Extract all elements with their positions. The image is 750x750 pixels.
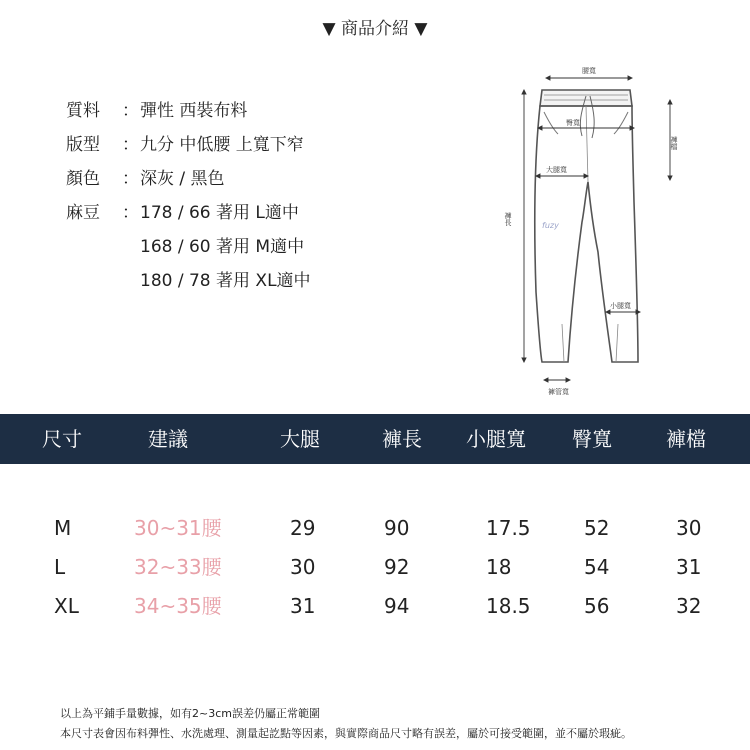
spec-label: 顏色 (66, 169, 100, 189)
spec-value: 180 / 78 著用 XL適中 (140, 271, 311, 291)
cell-calf: 18.5 (486, 594, 531, 618)
label-calf: 小腿寬 (610, 302, 631, 310)
measurement-labels (504, 66, 678, 396)
spec-label: 麻豆 (66, 203, 100, 223)
cell-hip: 56 (584, 594, 610, 618)
pants-measurement-diagram (498, 62, 688, 402)
spec-model-line (66, 230, 311, 264)
footnote: 以上為平鋪手量數據，如有2~3cm誤差仍屬正常範圍 (60, 707, 320, 720)
spec-material (66, 94, 311, 128)
spec-separator: ： (122, 169, 139, 189)
cell-thigh: 29 (290, 516, 316, 540)
table-row (0, 587, 750, 625)
spec-separator: ： (122, 101, 139, 121)
spec-fit (66, 128, 311, 162)
cell-thigh: 30 (290, 555, 316, 579)
cell-rise: 31 (676, 555, 702, 579)
spec-label: 版型 (66, 135, 100, 155)
spec-separator: ： (122, 135, 139, 155)
cell-rise: 32 (676, 594, 702, 618)
spec-model-line (66, 264, 311, 298)
cell-length: 90 (384, 516, 410, 540)
header-rise: 褲檔 (666, 427, 706, 451)
cell-recommend: 34~35腰 (134, 594, 222, 618)
cell-thigh: 31 (290, 594, 316, 618)
cell-size: M (54, 516, 72, 540)
footnote: 本尺寸表會因布料彈性、水洗處理、測量起訖點等因素，與實際商品尺寸略有誤差，屬於可接受範圍，並不屬於瑕疵。 (60, 727, 632, 740)
cell-recommend: 30~31腰 (134, 516, 222, 540)
label-rise: 褲檔 (670, 136, 678, 150)
header-length: 褲長 (382, 427, 422, 451)
cell-length: 94 (384, 594, 410, 618)
spec-value: 彈性 西裝布料 (140, 101, 248, 121)
cell-rise: 30 (676, 516, 702, 540)
spec-model (66, 196, 311, 230)
cell-recommend: 32~33腰 (134, 555, 222, 579)
spec-value: 168 / 60 著用 M適中 (140, 237, 305, 257)
cell-hip: 54 (584, 555, 610, 579)
header-hip: 臀寬 (572, 427, 612, 451)
header-calf: 小腿寬 (466, 427, 526, 451)
cell-hip: 52 (584, 516, 610, 540)
spec-value: 178 / 66 著用 L適中 (140, 203, 299, 223)
label-thigh: 大腿寬 (546, 166, 567, 174)
size-table-header (0, 414, 750, 464)
cell-size: XL (54, 594, 79, 618)
spec-label: 質料 (66, 101, 100, 121)
cell-size: L (54, 555, 66, 579)
spec-separator: ： (122, 203, 139, 223)
label-waist: 腰寬 (582, 67, 596, 75)
footnotes (60, 704, 632, 744)
cell-calf: 17.5 (486, 516, 531, 540)
cell-calf: 18 (486, 555, 512, 579)
header-thigh: 大腿 (280, 427, 320, 451)
spec-color (66, 162, 311, 196)
table-row (0, 548, 750, 586)
spec-list (66, 94, 311, 298)
spec-value: 深灰 / 黑色 (140, 169, 225, 189)
header-recommend: 建議 (148, 427, 188, 451)
table-row (0, 509, 750, 547)
label-length: 褲長 (504, 212, 512, 226)
section-title: ▼ 商品介紹 ▼ (322, 19, 428, 39)
cell-length: 92 (384, 555, 410, 579)
label-hem: 褲管寬 (548, 388, 569, 396)
label-hip: 臀寬 (566, 119, 580, 127)
spec-value: 九分 中低腰 上寬下窄 (140, 135, 304, 155)
watermark-logo: fuzy (542, 221, 559, 230)
header-size: 尺寸 (42, 427, 82, 451)
